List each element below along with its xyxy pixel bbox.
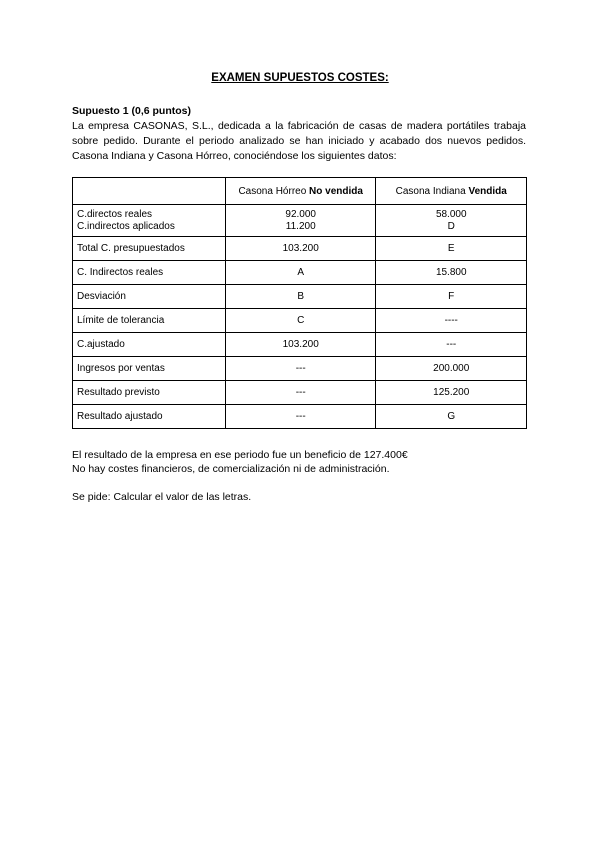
row-label: Desviación (73, 285, 226, 309)
row-label: C.ajustado (73, 333, 226, 357)
table-row (73, 381, 527, 405)
horreo-cell: A (225, 261, 376, 285)
indiana-cell (376, 205, 527, 237)
exercise-intro: La empresa CASONAS, S.L., dedicada a la fabricación de casas de madera portátiles trabaja sobre pedido. Durante el periodo analizado se han iniciado y acabado dos nuevos pedidos. Casona Indiana y Casona Hórreo, conociéndose los siguientes datos: (72, 120, 526, 162)
document-title: EXAMEN SUPUESTOS COSTES: (211, 72, 389, 84)
header-indiana-status: Vendida (468, 185, 507, 197)
table-header-row (73, 178, 527, 205)
costs-table (72, 177, 527, 429)
indiana-cell: G (376, 405, 527, 429)
table-row (73, 237, 527, 261)
row-label: Resultado ajustado (73, 405, 226, 429)
horreo-cell: 103.200 (225, 237, 376, 261)
table-row (73, 261, 527, 285)
question-prompt: Se pide: Calcular el valor de las letras. (72, 491, 252, 503)
indiana-cell: 125.200 (376, 381, 527, 405)
table-row (73, 333, 527, 357)
indiana-cell: --- (376, 333, 527, 357)
result-note (72, 448, 408, 476)
indiana-cell: 200.000 (376, 357, 527, 381)
indiana-cell: ---- (376, 309, 527, 333)
table-row (73, 405, 527, 429)
row-label: Ingresos por ventas (73, 357, 226, 381)
horreo-cell: --- (225, 381, 376, 405)
horreo-cell: C (225, 309, 376, 333)
header-horreo-status: No vendida (309, 185, 363, 197)
indiana-direct-costs: 58.000 (435, 208, 467, 220)
indiana-indirect-applied: D (447, 220, 455, 232)
row-label (73, 205, 226, 237)
indiana-cell: E (376, 237, 527, 261)
horreo-cell: 103.200 (225, 333, 376, 357)
horreo-cell (225, 205, 376, 237)
table-row (73, 205, 527, 237)
row-label: C. Indirectos reales (73, 261, 226, 285)
header-indiana-prefix: Casona Indiana (395, 185, 469, 197)
table-row (73, 309, 527, 333)
result-note-line1: El resultado de la empresa en ese periodo fue un beneficio de 127.400€ (72, 449, 408, 461)
exercise-subtitle: Supuesto 1 (0,6 puntos) (72, 105, 192, 117)
horreo-indirect-applied: 11.200 (285, 220, 316, 232)
indiana-cell: 15.800 (376, 261, 527, 285)
indiana-cell: F (376, 285, 527, 309)
row-label: Resultado previsto (73, 381, 226, 405)
table-row (73, 357, 527, 381)
row-label: Límite de tolerancia (73, 309, 226, 333)
horreo-cell: --- (225, 357, 376, 381)
header-horreo (225, 178, 376, 205)
horreo-cell: --- (225, 405, 376, 429)
header-horreo-prefix: Casona Hórreo (238, 185, 310, 197)
result-note-line2: No hay costes financieros, de comercialización ni de administración. (72, 463, 390, 475)
table-row (73, 285, 527, 309)
horreo-direct-costs: 92.000 (285, 208, 316, 220)
label-direct-costs: C.directos reales (77, 208, 153, 220)
header-empty-cell (73, 178, 226, 205)
header-indiana (376, 178, 527, 205)
row-label: Total C. presupuestados (73, 237, 226, 261)
label-indirect-applied: C.indirectos aplicados (77, 220, 175, 232)
horreo-cell: B (225, 285, 376, 309)
